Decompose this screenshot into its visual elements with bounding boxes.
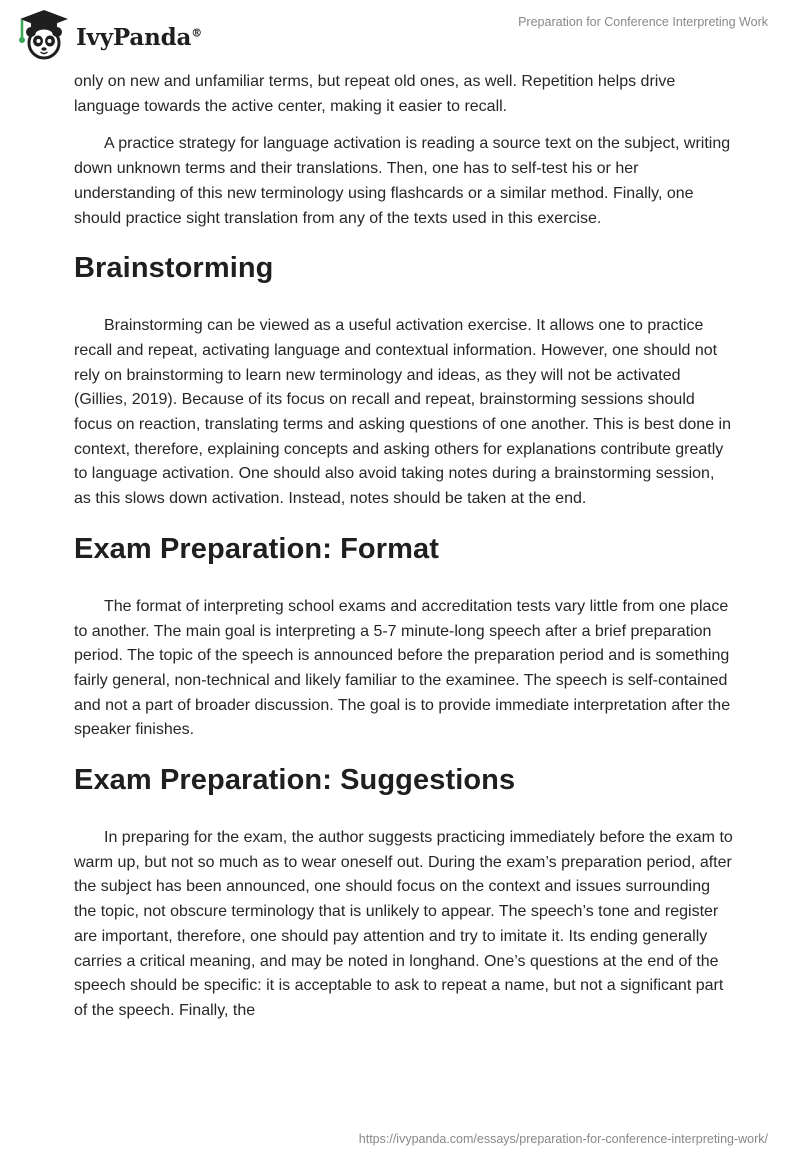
document-title: Preparation for Conference Interpreting Work bbox=[518, 15, 768, 29]
page-header bbox=[0, 0, 800, 70]
section-heading: Exam Preparation: Format bbox=[74, 532, 439, 565]
section-heading: Exam Preparation: Suggestions bbox=[74, 764, 516, 797]
section-heading: Brainstorming bbox=[74, 252, 274, 285]
paragraph: The format of interpreting school exams and accreditation tests vary little from one place to another. The main goal is interpreting a 5-7 minute-long speech after a brief preparation period. The topic of the speech is announced before the preparation period and is something fairly general, non-technical and likely familiar to the examinee. The speech is self-contained and not a part of broader discussion. The goal is to provide immediate interpretation after the speaker finishes. bbox=[74, 597, 731, 739]
paragraph: only on new and unfamiliar terms, but repeat old ones, as well. Repetition helps drive language towards the active center, making it easier to recall. bbox=[74, 73, 676, 115]
source-url-link[interactable]: https://ivypanda.com/essays/preparation-for-conference-interpreting-work/ bbox=[358, 1132, 768, 1146]
article-body bbox=[74, 70, 734, 1024]
ivypanda-logo[interactable] bbox=[14, 8, 202, 62]
paragraph: Brainstorming can be viewed as a useful activation exercise. It allows one to practice recall and repeat, activating language and contextual information. However, one should not rely on brainstorming to learn new terminology and ideas, as they will not be activated (Gillies, 2019). Because of its focus on recall and repeat, brainstorming sessions should focus on reaction, translating terms and asking questions of one another. This is best done in context, therefore, explaining concepts and asking others for explanations contribute greatly to language activation. One should also avoid taking notes during a brainstorming session, as this slows down activation. Instead, notes should be taken at the end. bbox=[74, 317, 731, 508]
panda-graduate-icon bbox=[14, 8, 74, 62]
brand-name: IvyPanda® bbox=[76, 23, 202, 51]
paragraph: A practice strategy for language activation is reading a source text on the subject, writing down unknown terms and their translations. Then, one has to self-test his or her understanding of this new terminology using flashcards or a similar method. Finally, one should practice sight translation from any of the texts used in this exercise. bbox=[74, 135, 731, 227]
paragraph: In preparing for the exam, the author suggests practicing immediately before the exam to warm up, but not so much as to wear oneself out. During the exam’s preparation period, after the subject has been announced, one should focus on the context and issues surrounding the topic, not obscure terminology that is unlikely to appear. The speech’s tone and register are important, therefore, one should pay attention and try to imitate it. Its ending generally carries a critical meaning, and may be noted in longhand. One’s questions at the end of the speech should be specific: it is acceptable to ask to repeat a name, but not a significant part of the speech. Finally, the bbox=[74, 829, 733, 1019]
